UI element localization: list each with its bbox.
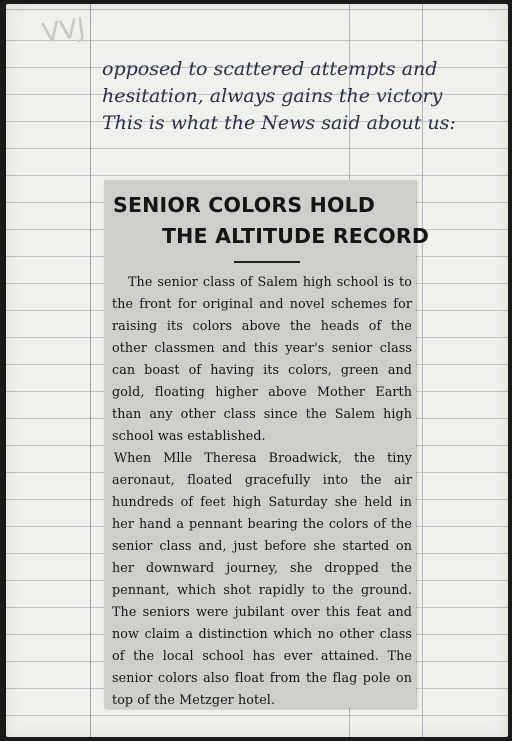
headline-rule <box>234 261 300 263</box>
clipping-paragraph: When Mlle Theresa Broadwick, the tiny aeronaut, floated gracefully into the air hundreds of feet high Saturday she held in her hand a pennant bearing the colors of the senior class and, just before she started on her downward journey, she dropped the pennant, which shot rapidly to the ground. The seniors were jubilant over this feat and now claim a distinction which no other class of the local school has ever attained. The senior colors also float from the flag pole on top of the Metzger hotel. <box>112 450 412 707</box>
pencil-note: VVJ <box>40 13 88 49</box>
ledger-page <box>6 4 508 737</box>
handwritten-note <box>102 56 512 137</box>
handwritten-line: hesitation, always gains the victory <box>102 85 443 107</box>
headline-line-2: THE ALTITUDE RECORD <box>162 224 430 248</box>
handwritten-line: This is what the News said about us: <box>102 112 456 134</box>
clipping-paragraph: The senior class of Salem high school is to the front for original and novel schemes for raising its colors above the heads of the other classmen and this year's senior class can boast of having its colors, green and gold, floating higher above Mother Earth than any other class since the Salem high school was established. <box>112 274 412 443</box>
newspaper-clipping <box>104 180 430 708</box>
handwritten-line: opposed to scattered attempts and <box>102 58 438 80</box>
clipping-headline <box>104 180 430 252</box>
clipping-body <box>112 271 412 711</box>
headline-line-1: SENIOR COLORS HOLD <box>113 193 376 217</box>
